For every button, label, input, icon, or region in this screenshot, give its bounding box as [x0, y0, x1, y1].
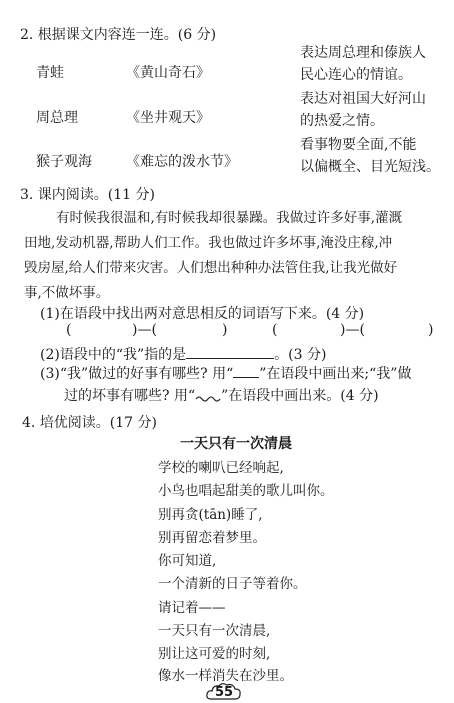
- q3-passage-line-1: 有时候我很温和,有时候我却很暴躁。我做过许多好事,灌溉: [56, 210, 403, 226]
- q2-left-item-2: 周总理: [36, 110, 78, 126]
- page-number-badge: [205, 681, 243, 701]
- q3-sub3-question-line-1: [40, 363, 411, 383]
- q3-sub3-text-a: (3)“我”做过的好事有哪些? 用“: [40, 366, 234, 382]
- q3-sub2-answer-blank[interactable]: [186, 346, 274, 359]
- q3-sub3-question-line-2: [64, 385, 379, 405]
- q4-heading: 4. 培优阅读。(17 分): [22, 415, 157, 431]
- q3-sub1-blank-paren[interactable]: )—(: [132, 322, 157, 338]
- q3-sub3-text-b: ”在语段中画出来;“我”做: [259, 366, 412, 382]
- page-number: 55: [215, 685, 234, 700]
- q2-right-line-2: 民心连心的情谊。: [300, 67, 412, 83]
- poem-line-9: 别让这可爱的时刻,: [158, 646, 271, 662]
- poem-line-4: 别再留恋着梦里。: [158, 530, 266, 546]
- poem-line-6: 一个清新的日子等着你。: [158, 576, 307, 592]
- q2-right-line-4: 的热爱之情。: [300, 113, 384, 129]
- q2-middle-item-3: 《难忘的泼水节》: [126, 154, 238, 170]
- q3-sub1-blank-paren[interactable]: )—(: [340, 322, 365, 338]
- q3-sub3-text-d: ”在语段中画出来。(4 分): [221, 388, 379, 404]
- q2-right-line-3: 表达对祖国大好河山: [300, 91, 426, 107]
- q3-passage-line-4: 事,不做坏事。: [24, 285, 110, 301]
- poem-line-1: 学校的喇叭已经响起,: [158, 460, 284, 476]
- q2-right-line-1: 表达周总理和傣族人: [300, 45, 426, 61]
- q3-sub2-question: [40, 344, 326, 364]
- q2-right-line-6: 以偏概全、目光短浅。: [300, 159, 440, 175]
- q3-sub1-blank-paren[interactable]: (: [66, 322, 72, 338]
- wavy-underline-mark: [195, 394, 221, 402]
- q3-sub2-text-b: 。(3 分): [274, 347, 327, 363]
- q2-heading: 2. 根据课文内容连一连。(6 分): [20, 27, 217, 43]
- q3-sub1-blank-paren[interactable]: ): [428, 322, 434, 338]
- poem-line-8: 一天只有一次清晨,: [158, 623, 271, 639]
- poem-title: 一天只有一次清晨: [180, 436, 292, 452]
- poem-line-2: 小鸟也唱起甜美的歌儿叫你。: [158, 483, 334, 499]
- poem-line-7: 请记着——: [158, 600, 226, 616]
- poem-line-3: 别再贪(tān)睡了,: [158, 507, 263, 523]
- poem-line-10: 像水一样消失在沙里。: [158, 668, 293, 684]
- q3-passage-line-3: 毁房屋,给人们带来灾害。人们想出种种办法管住我,让我光做好: [24, 260, 398, 276]
- q2-left-item-1: 青蛙: [36, 65, 64, 81]
- q3-passage-line-2: 田地,发动机器,帮助人们工作。我也做过许多坏事,淹没庄稼,冲: [24, 235, 393, 251]
- q3-sub3-text-c: 过的坏事有哪些? 用“: [64, 388, 196, 404]
- q2-middle-item-2: 《坐井观天》: [126, 110, 210, 126]
- q3-heading: 3. 课内阅读。(11 分): [20, 187, 155, 203]
- q3-sub2-text-a: (2)语段中的“我”指的是: [40, 347, 187, 363]
- q2-middle-item-1: 《黄山奇石》: [126, 65, 210, 81]
- straight-underline-mark: [233, 365, 259, 378]
- q2-left-item-3: 猴子观海: [36, 154, 92, 170]
- q3-sub1-question: (1)在语段中找出两对意思相反的词语写下来。(4 分): [40, 306, 365, 322]
- poem-line-5: 你可知道,: [158, 553, 217, 569]
- q3-sub1-blank-paren[interactable]: ): [222, 322, 228, 338]
- q3-sub1-blank-paren[interactable]: (: [272, 322, 278, 338]
- q2-right-line-5: 看事物要全面,不能: [300, 137, 417, 153]
